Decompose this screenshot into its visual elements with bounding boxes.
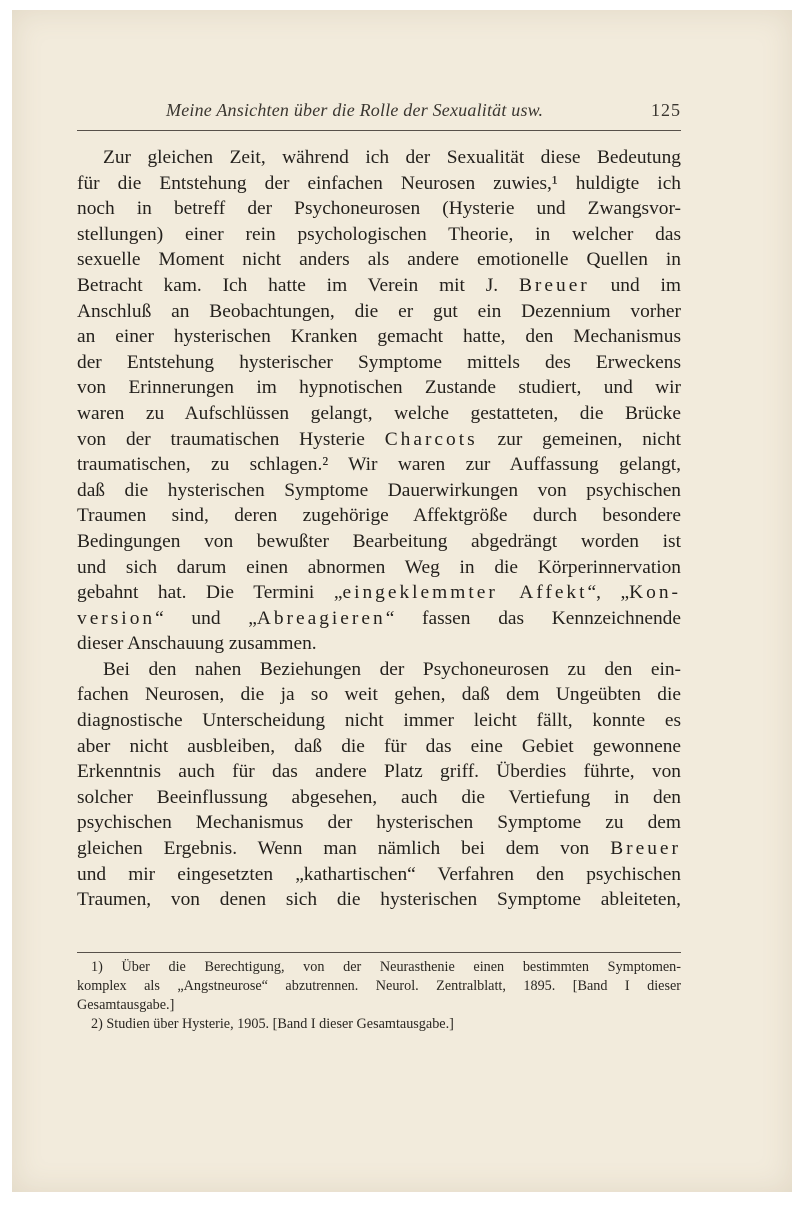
text-line: Bei den nahen Beziehungen der Psychoneurosen zu den ein- [103, 658, 681, 680]
text-line: solcher Beeinflussung abgesehen, auch die Vertiefung in den [77, 786, 681, 808]
text-line: Anschluß an Beobachtungen, die er gut ein Dezennium vorher [77, 300, 681, 322]
footnote-1-line: Gesamtausgabe.] [77, 997, 175, 1013]
footnote-rule [77, 952, 681, 953]
footnote-2: 2) Studien über Hysterie, 1905. [Band I dieser Gesamtausgabe.] [91, 1016, 454, 1032]
page-number: 125 [651, 100, 681, 120]
text-line: und sich darum einen abnormen Weg in die Körperinnervation [77, 556, 681, 578]
text-line: fachen Neurosen, die ja so weit gehen, daß dem Ungeübten die [77, 684, 681, 706]
text-line: stellungen) einer rein psychologischen Theorie, in welcher das [77, 223, 681, 245]
footnote-1-line: komplex als „Angstneurose“ abzutrennen. Neurol. Zentralblatt, 1895. [Band I dieser [77, 978, 681, 994]
header-rule [77, 130, 681, 131]
term-eingeklemmter-affekt: eingeklemmter Affekt [342, 582, 588, 604]
term-abreagieren: Abreagieren [256, 607, 386, 629]
running-header-title: Meine Ansichten über die Rolle der Sexualität usw. [166, 100, 544, 120]
text-line: Traumen sind, deren zugehörige Affektgröße durch besondere [77, 505, 681, 527]
footnotes [77, 958, 681, 1034]
author-name-breuer: Breuer [519, 274, 590, 296]
text-line: von Erinnerungen im hypnotischen Zustande studiert, und wir [77, 377, 681, 399]
text-line: Zur gleichen Zeit, während ich der Sexualität diese Bedeutung [103, 147, 681, 168]
author-name-breuer: Breuer [610, 838, 681, 860]
text-line: von der traumatischen Hysterie Charcots zur gemeinen, nicht [77, 428, 681, 450]
text-line: psychischen Mechanismus der hysterischen Symptome zu dem [77, 812, 681, 834]
text-line: gleichen Ergebnis. Wenn man nämlich bei dem von Breuer [77, 838, 681, 860]
text-line: an einer hysterischen Kranken gemacht hatte, den Mechanismus [77, 326, 681, 348]
text-line: daß die hysterischen Symptome Dauerwirkungen von psychischen [77, 479, 681, 501]
term-konversion-part1: Kon- [629, 582, 681, 604]
text-line: und mir eingesetzten „kathartischen“ Verfahren den psychischen [77, 863, 681, 885]
text-line: gebahnt hat. Die Termini „eingeklemmter Affekt“, „Kon- [77, 582, 681, 604]
term-konversion-part2: version [77, 607, 156, 629]
text-line: version“ und „Abreagieren“ fassen das Kennzeichnende [77, 607, 681, 629]
text-line: traumatischen, zu schlagen.² Wir waren zur Auffassung gelangt, [77, 454, 681, 476]
text-line: dieser Anschauung zusammen. [77, 633, 317, 655]
text-line: waren zu Aufschlüssen gelangt, welche gestatteten, die Brücke [77, 402, 681, 424]
footnote-1-line: 1) Über die Berechtigung, von der Neurasthenie einen bestimmten Symptomen- [91, 959, 681, 975]
text-line: Erkenntnis auch für das andere Platz griff. Überdies führte, von [77, 761, 681, 783]
text-line: diagnostische Unterscheidung nicht immer leicht fällt, konnte es [77, 710, 681, 732]
text-line: Bedingungen von bewußter Bearbeitung abgedrängt worden ist [77, 530, 681, 552]
running-header [146, 98, 681, 124]
author-name-charcot: Charcots [384, 428, 478, 450]
text-line: sexuelle Moment nicht anders als andere emotionelle Quellen in [77, 249, 681, 271]
text-line: der Entstehung hysterischer Symptome mittels des Erweckens [77, 351, 681, 373]
text-line: noch in betreff der Psychoneurosen (Hysterie und Zwangsvor- [77, 198, 681, 220]
text-line: für die Entstehung der einfachen Neurosen zuwies,¹ huldigte ich [77, 172, 681, 194]
text-line: Betracht kam. Ich hatte im Verein mit J. Breuer und im [77, 274, 681, 296]
body-text [77, 145, 681, 913]
text-line: aber nicht ausbleiben, daß die für das eine Gebiet gewonnene [77, 735, 681, 757]
text-line: Traumen, von denen sich die hysterischen Symptome ableiteten, [77, 889, 681, 911]
